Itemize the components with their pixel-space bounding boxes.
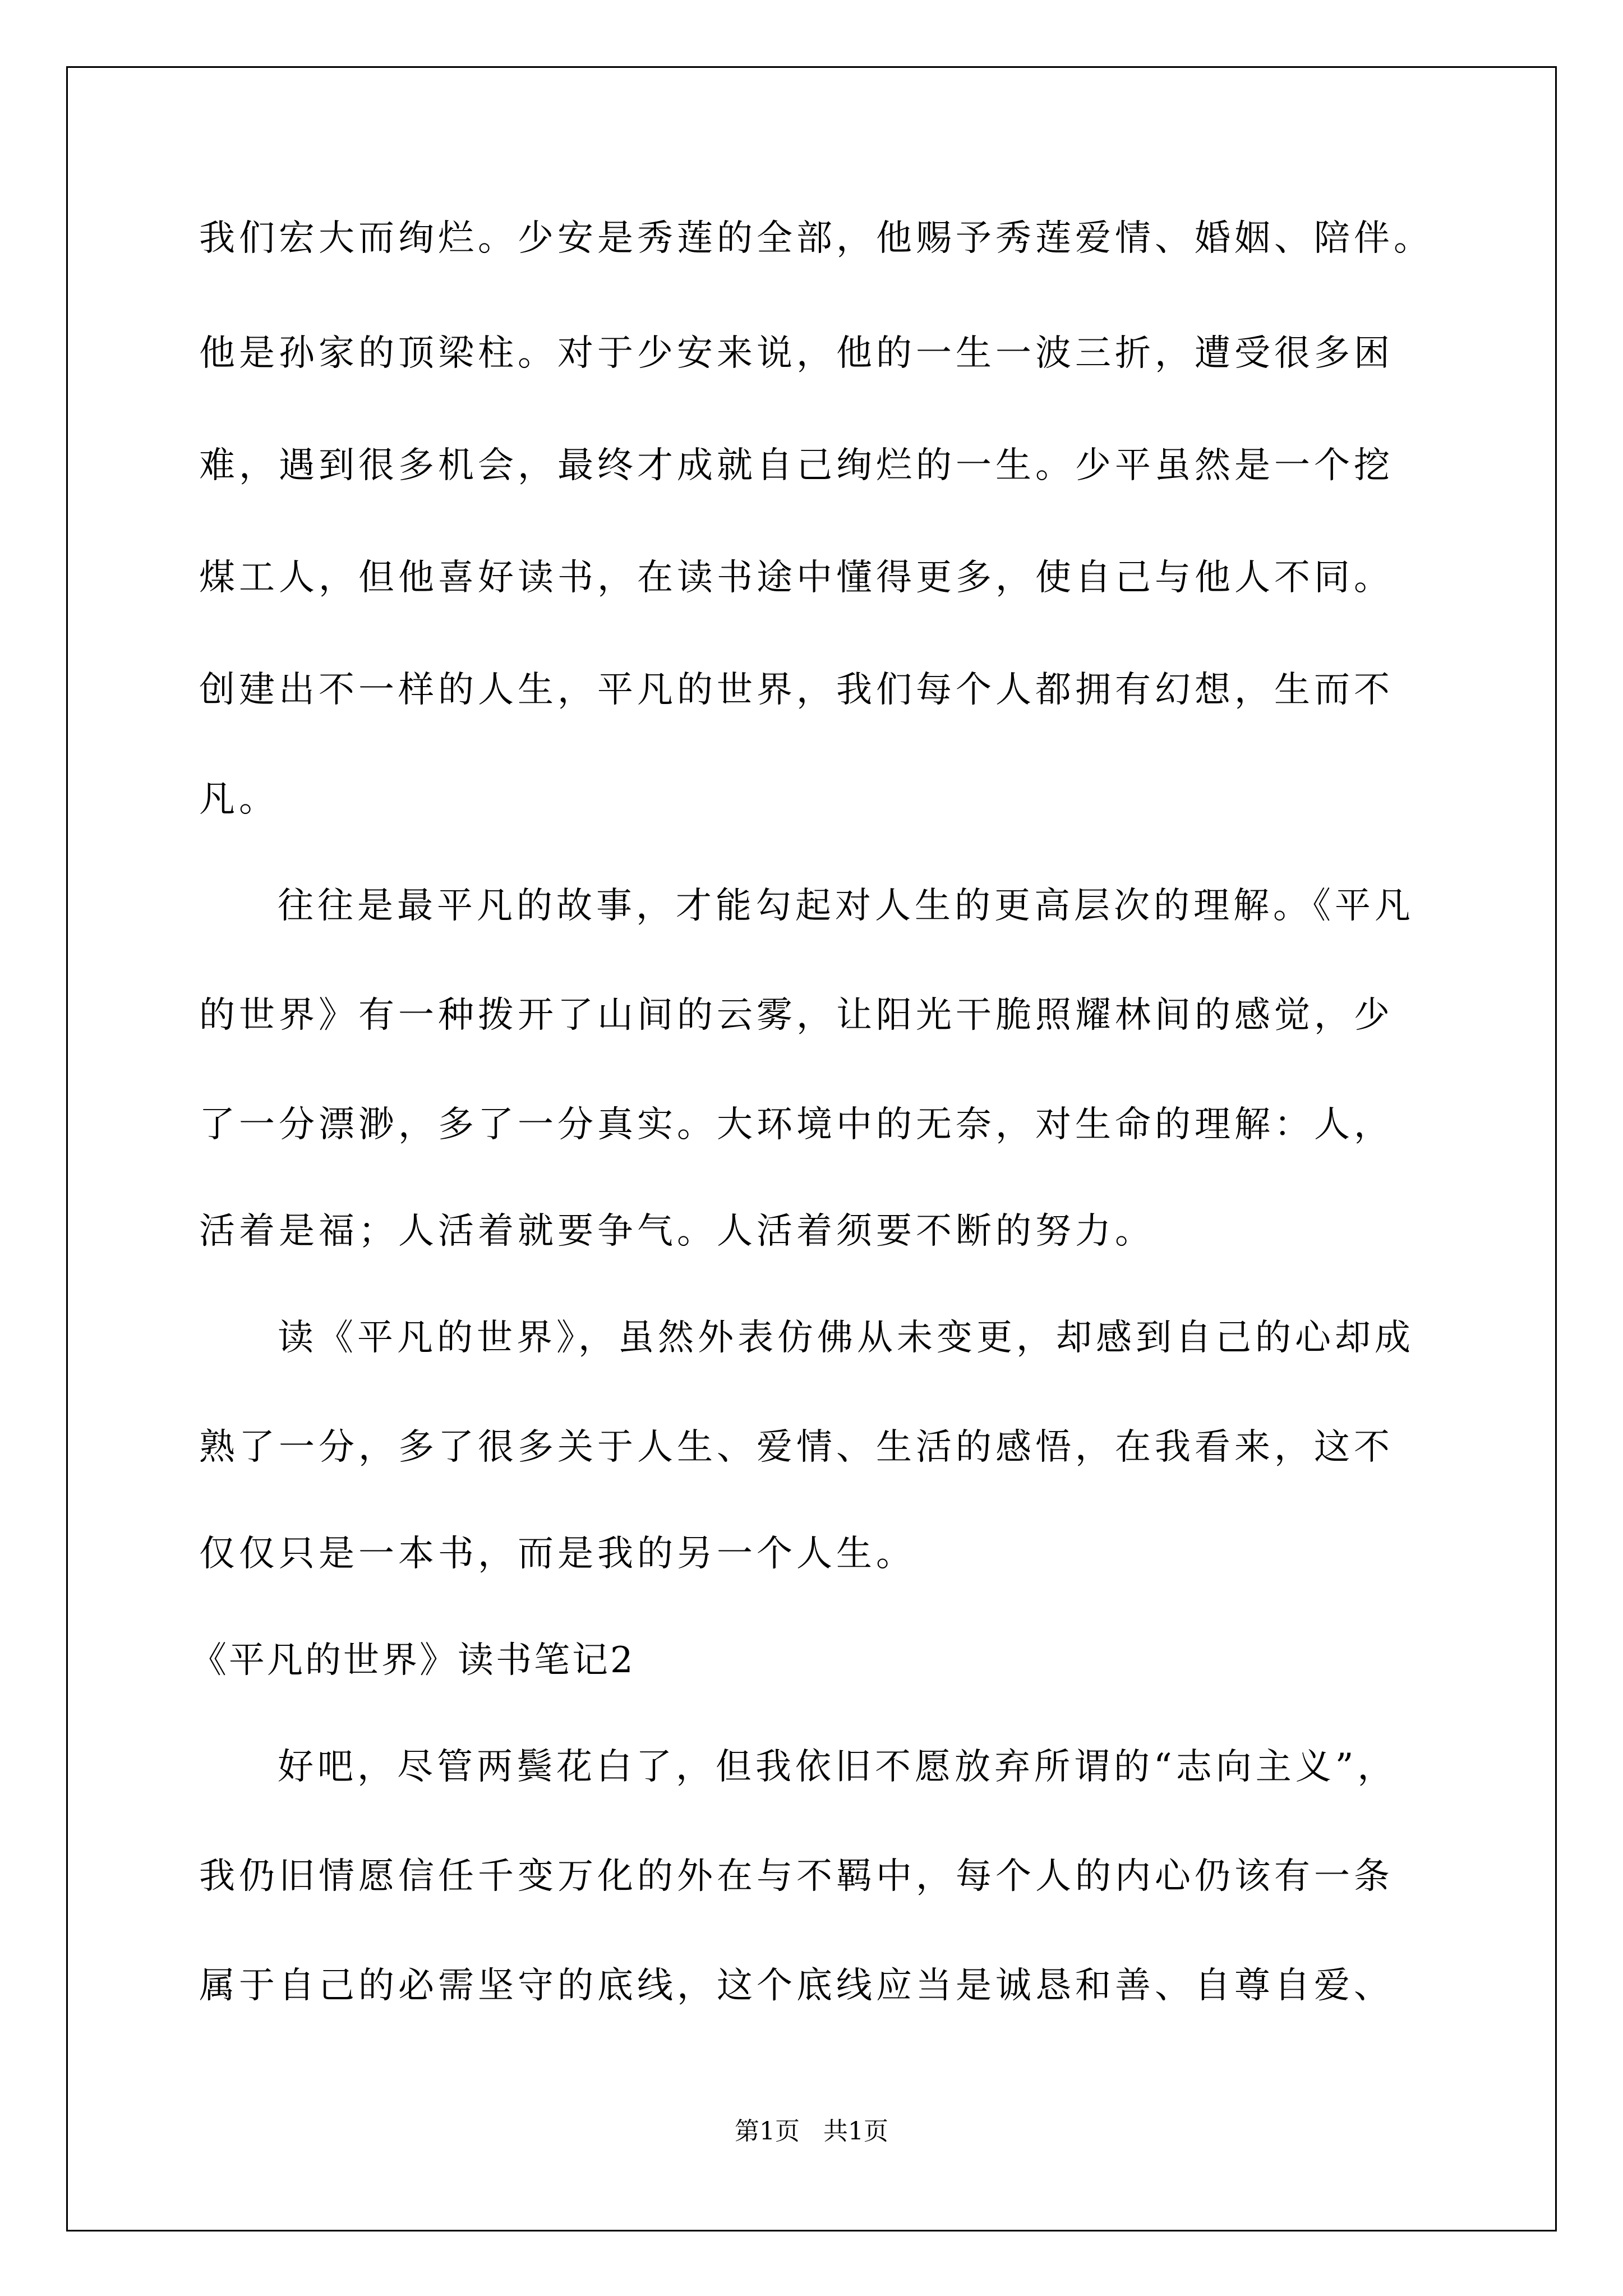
- paragraph-line: 读《平凡的世界》，虽然外表仿佛从未变更，却感到自己的心却成: [278, 1317, 1414, 1359]
- section-heading: 《平凡的世界》读书笔记2: [191, 1640, 635, 1681]
- page-border: [66, 66, 1557, 2231]
- paragraph-line: 我仍旧情愿信任千变万化的外在与不羁中，每个人的内心仍该有一条: [199, 1856, 1394, 1897]
- paragraph-line: 难，遇到很多机会，最终才成就自己绚烂的一生。少平虽然是一个挖: [199, 445, 1394, 486]
- paragraph-line: 创建出不一样的人生，平凡的世界，我们每个人都拥有幻想，生而不: [199, 669, 1394, 711]
- paragraph-line: 我们宏大而绚烂。少安是秀莲的全部，他赐予秀莲爱情、婚姻、陪伴。: [199, 218, 1433, 259]
- page-number-total: 共1页: [823, 2117, 888, 2146]
- page-number-current: 第1页: [735, 2117, 800, 2146]
- paragraph-line: 了一分漂渺，多了一分真实。大环境中的无奈，对生命的理解：人，: [199, 1104, 1394, 1145]
- paragraph-line: 好吧，尽管两鬓花白了，但我依旧不愿放弃所谓的“志向主义”，: [278, 1746, 1398, 1788]
- paragraph-line: 属于自己的必需坚守的底线，这个底线应当是诚恳和善、自尊自爱、: [199, 1965, 1394, 2007]
- paragraph-line: 的世界》有一种拨开了山间的云雾，让阳光干脆照耀林间的感觉，少: [199, 995, 1394, 1036]
- paragraph-line: 凡。: [199, 779, 279, 820]
- paragraph-line: 活着是福；人活着就要争气。人活着须要不断的努力。: [199, 1211, 1155, 1252]
- paragraph-line: 往往是最平凡的故事，才能勾起对人生的更高层次的理解。《平凡: [278, 885, 1414, 927]
- paragraph-line: 他是孙家的顶梁柱。对于少安来说，他的一生一波三折，遭受很多困: [199, 333, 1394, 374]
- paragraph-line: 熟了一分，多了很多关于人生、爱情、生活的感悟，在我看来，这不: [199, 1427, 1394, 1468]
- paragraph-line: 煤工人，但他喜好读书，在读书途中懂得更多，使自己与他人不同。: [199, 557, 1394, 599]
- page-footer: [0, 2115, 1623, 2148]
- paragraph-line: 仅仅只是一本书，而是我的另一个人生。: [199, 1533, 916, 1575]
